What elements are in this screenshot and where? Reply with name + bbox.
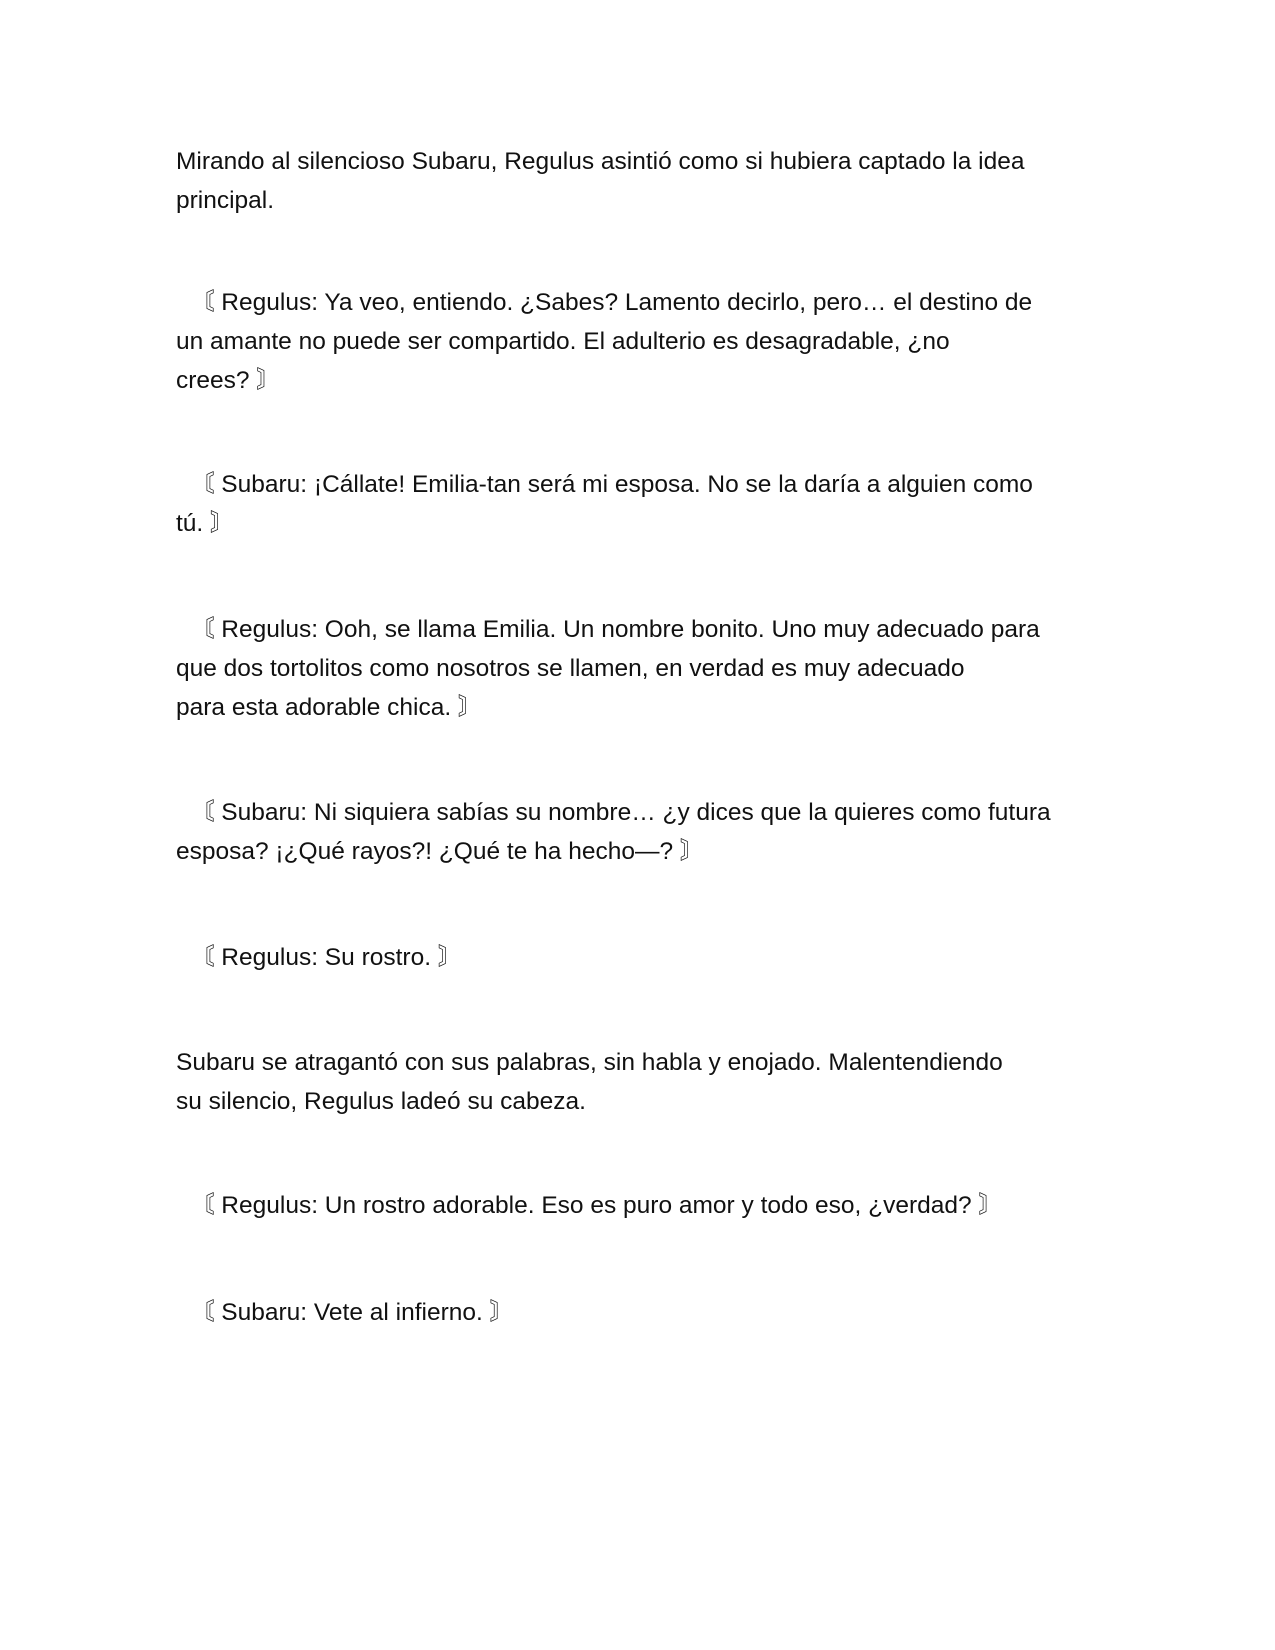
paragraph-dialogue: 〘 Regulus: Su rostro. 〙 xyxy=(190,944,463,971)
paragraph-dialogue: 〘 Regulus: Ooh, se llama Emilia. Un nombre bonito. Uno muy adecuado para que dos tortolitos como nosotros se llamen, en verdad es muy adecuado para esta adorable chica. 〙 xyxy=(176,616,1040,721)
paragraph-narration: Mirando al silencioso Subaru, Regulus asintió como si hubiera captado la idea principal. xyxy=(176,148,1025,214)
paragraph-dialogue: 〘 Subaru: Ni siquiera sabías su nombre… ¿y dices que la quieres como futura esposa? ¡¿Qué rayos?! ¿Qué te ha hecho—? 〙 xyxy=(176,799,1051,865)
paragraph-dialogue: 〘 Subaru: ¡Cállate! Emilia-tan será mi esposa. No se la daría a alguien como tú. 〙 xyxy=(176,471,1033,537)
paragraph-dialogue: 〘 Subaru: Vete al infierno. 〙 xyxy=(190,1299,515,1326)
paragraph-dialogue: 〘 Regulus: Un rostro adorable. Eso es puro amor y todo eso, ¿verdad? 〙 xyxy=(190,1192,1003,1219)
paragraph-dialogue: 〘 Regulus: Ya veo, entiendo. ¿Sabes? Lamento decirlo, pero… el destino de un amante no puede ser compartido. El adulterio es desagradable, ¿no crees? 〙 xyxy=(176,289,1033,394)
paragraph-narration: Subaru se atragantó con sus palabras, sin habla y enojado. Malentendiendo su silencio, Regulus ladeó su cabeza. xyxy=(176,1049,1003,1115)
